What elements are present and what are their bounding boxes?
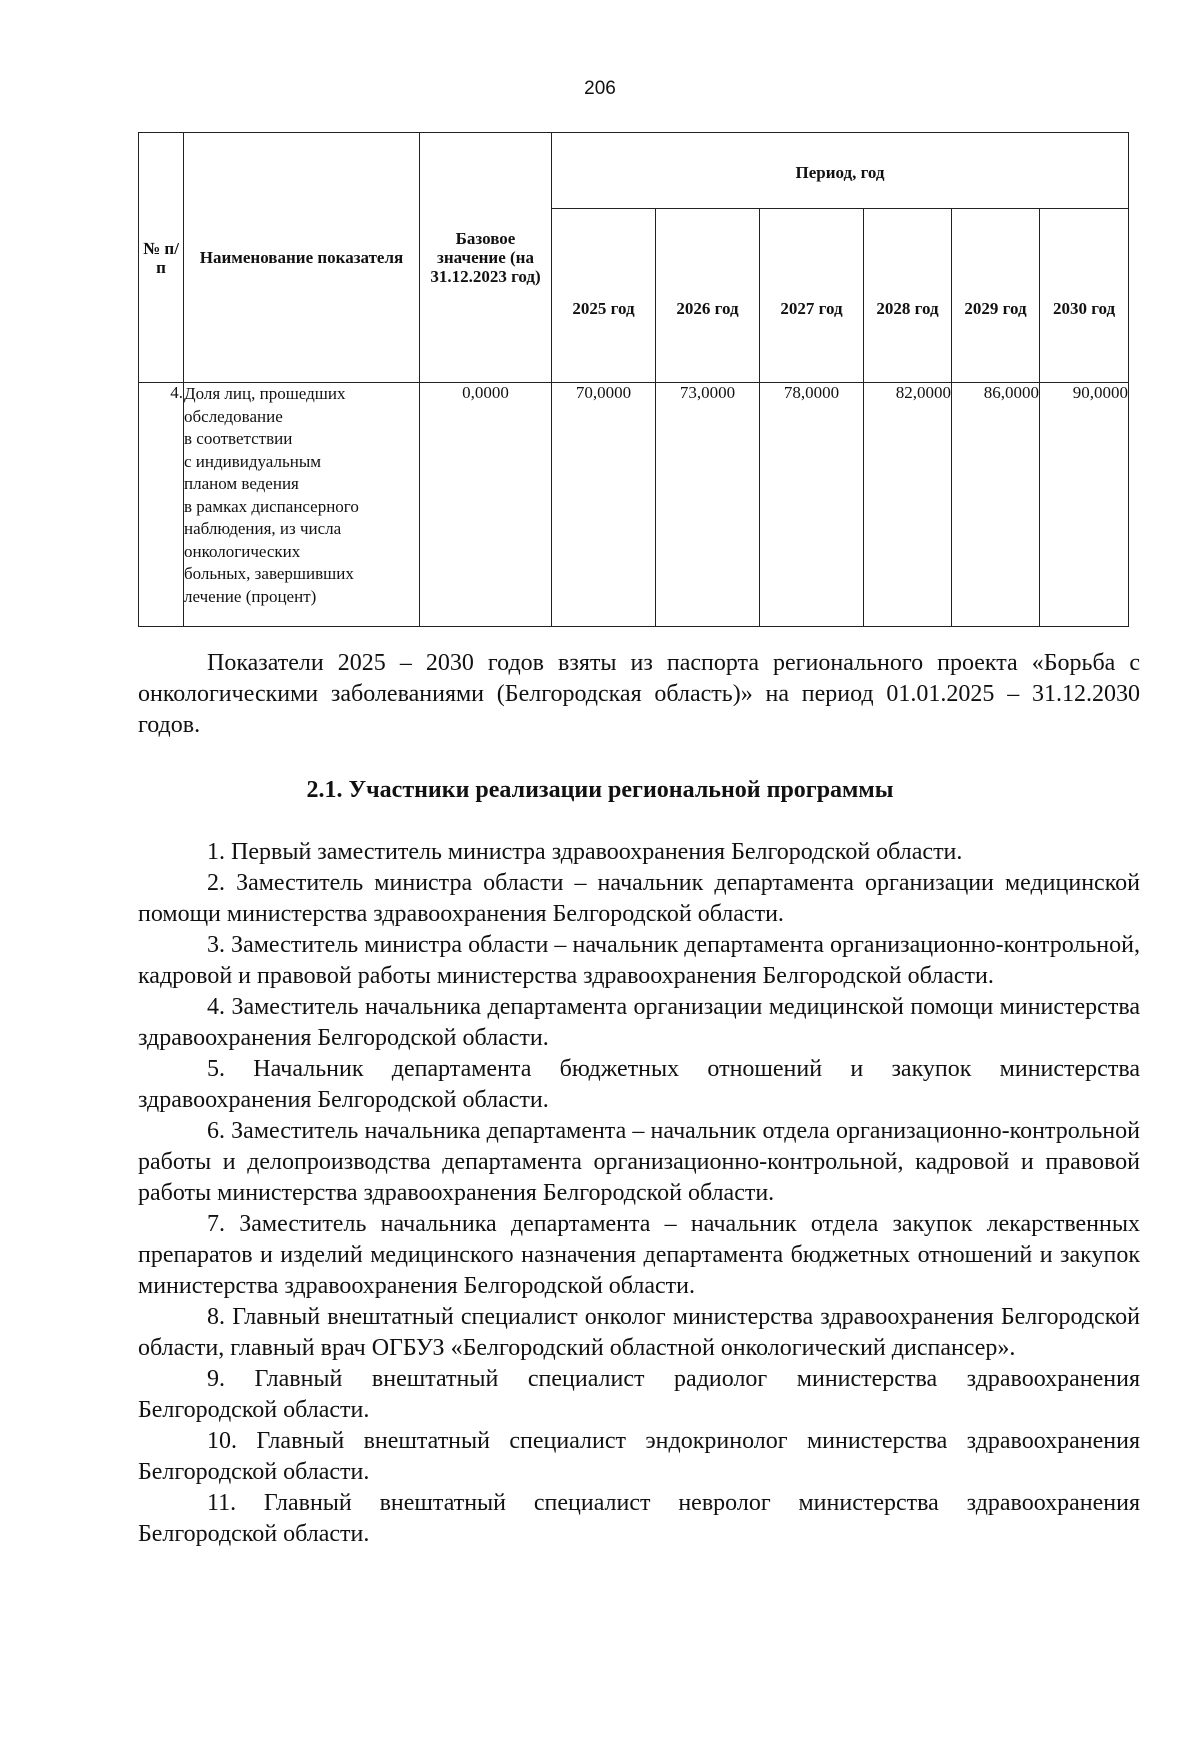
row-base-value: 0,0000 xyxy=(420,383,552,627)
row-value: 90,0000 xyxy=(1040,383,1129,627)
indicators-table xyxy=(138,132,1129,627)
row-value: 82,0000 xyxy=(864,383,952,627)
row-name-line: наблюдения, из числа xyxy=(184,519,342,538)
row-name-line: лечение (процент) xyxy=(184,586,317,606)
row-value: 70,0000 xyxy=(552,383,656,627)
header-year: 2030 год xyxy=(1040,209,1129,383)
list-item: 10. Главный внештатный специалист эндокринолог министерства здравоохранения Белгородской области. xyxy=(138,1428,1140,1485)
row-name-line: в соответствии xyxy=(184,429,293,448)
row-value: 86,0000 xyxy=(952,383,1040,627)
list-item: 6. Заместитель начальника департамента – начальник отдела организационно-контрольной работы и делопроизводства департамента организационно-контрольной, кадровой и правовой работы министерства здравоохранения Белгородской области. xyxy=(138,1118,1140,1206)
header-base: Базовое значение (на 31.12.2023 год) xyxy=(420,133,552,383)
header-year: 2025 год xyxy=(552,209,656,383)
row-name-line: в рамках диспансерного xyxy=(184,496,359,516)
participants-list xyxy=(138,837,1140,1550)
page-number: 206 xyxy=(584,78,616,99)
row-name-line: планом ведения xyxy=(184,474,299,493)
header-year: 2029 год xyxy=(952,209,1040,383)
row-name xyxy=(184,383,420,627)
row-name-line: с индивидуальным xyxy=(184,451,321,471)
header-period: Период, год xyxy=(552,133,1129,209)
list-item: 3. Заместитель министра области – начальник департамента организационно-контрольной, кадровой и правовой работы министерства здравоохранения Белгородской области. xyxy=(138,932,1140,989)
row-num: 4. xyxy=(139,383,184,627)
row-name-line: обследование xyxy=(184,406,283,426)
header-year: 2027 год xyxy=(760,209,864,383)
list-item: 9. Главный внештатный специалист радиолог министерства здравоохранения Белгородской области. xyxy=(138,1366,1140,1423)
list-item: 4. Заместитель начальника департамента организации медицинской помощи министерства здравоохранения Белгородской области. xyxy=(138,994,1140,1051)
list-item: 5. Начальник департамента бюджетных отношений и закупок министерства здравоохранения Белгородской области. xyxy=(138,1056,1140,1113)
row-value: 78,0000 xyxy=(760,383,864,627)
row-value: 73,0000 xyxy=(656,383,760,627)
list-item: 8. Главный внештатный специалист онколог министерства здравоохранения Белгородской области, главный врач ОГБУЗ «Белгородский областной онкологический диспансер». xyxy=(138,1304,1140,1361)
header-name: Наименование показателя xyxy=(184,133,420,383)
row-name-line: больных, завершивших xyxy=(184,564,354,583)
note-paragraph: Показатели 2025 – 2030 годов взяты из паспорта регионального проекта «Борьба с онкологическими заболеваниями (Белгородская область)» на период 01.01.2025 – 31.12.2030 годов. xyxy=(138,650,1140,738)
list-item: 7. Заместитель начальника департамента – начальник отдела закупок лекарственных препаратов и изделий медицинского назначения департамента бюджетных отношений и закупок министерства здравоохранения Белгородской области. xyxy=(138,1211,1140,1299)
list-item: 11. Главный внештатный специалист невролог министерства здравоохранения Белгородской области. xyxy=(138,1490,1140,1547)
list-item: 2. Заместитель министра области – начальник департамента организации медицинской помощи министерства здравоохранения Белгородской области. xyxy=(138,870,1140,927)
header-num: № п/п xyxy=(139,133,184,383)
table-row xyxy=(139,383,1129,627)
header-year: 2028 год xyxy=(864,209,952,383)
row-name-line: онкологических xyxy=(184,541,301,561)
row-name-line: Доля лиц, прошедших xyxy=(184,384,346,403)
header-year: 2026 год xyxy=(656,209,760,383)
section-heading: 2.1. Участники реализации региональной программы xyxy=(306,777,894,803)
note-block xyxy=(138,648,1140,741)
list-item: 1. Первый заместитель министра здравоохранения Белгородской области. xyxy=(207,839,963,865)
